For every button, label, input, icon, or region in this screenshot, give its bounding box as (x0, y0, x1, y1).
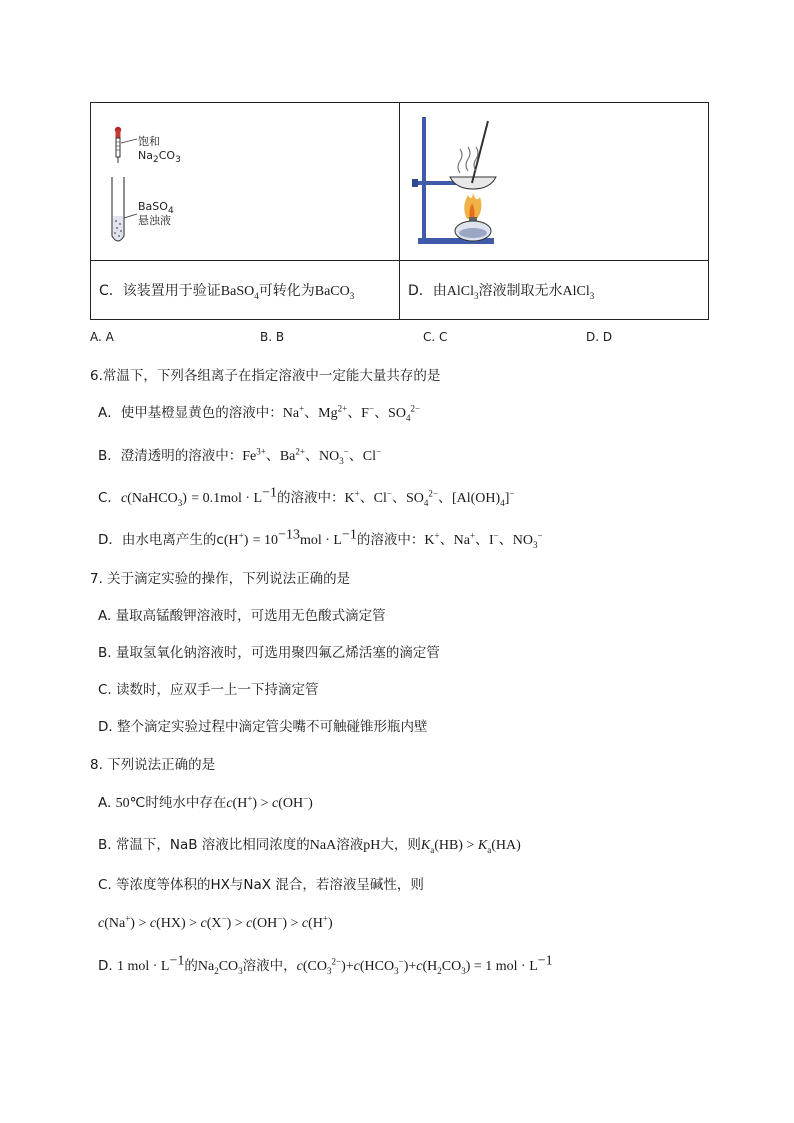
q5-option-d[interactable]: D. D (586, 330, 613, 344)
figure-c-caption: C．该装置用于验证BaSO$_4$可转化为BaCO$_3$ (91, 261, 400, 320)
question-8-stem: 8. 下列说法正确的是 (90, 757, 216, 773)
figure-table (90, 102, 709, 320)
q8-option-d[interactable]: D. 1 mol · $L^{-1}$的$Na_2CO_3$溶液中，$c(CO_3^{2-})+c(HCO_3^-)+c(H_2CO_3) = 1$ mol · $L^{-1}$ (98, 953, 553, 976)
q7-option-a[interactable]: A. 量取高锰酸钾溶液时，可选用无色酸式滴定管 (98, 608, 386, 624)
dropper-label-1: 饱和 (138, 135, 160, 148)
q8-option-a[interactable]: A. 50℃时纯水中存在c(H+) > c(OH−) (98, 793, 313, 811)
figure-d-caption: D．由AlCl$_3$溶液制取无水AlCl$_3$ (400, 261, 709, 320)
q6-option-c[interactable]: C．c(NaHCO$_3$) = $0.1mol \cdot L^{-1}$的溶液中：K+、Cl−、$SO_4^{2-}$、$[Al(OH)_4]^-$ (98, 485, 515, 508)
q8-option-c-formula: c(Na+) > c(HX) > c(X−) > c(OH−) > c(H+) (98, 913, 333, 931)
q8-option-c[interactable]: C. 等浓度等体积的HX与NaX 混合，若溶液呈碱性，则 (98, 877, 424, 893)
q6-option-d[interactable]: D．由水电离产生的$c(H^+) = 10^{-13}mol \cdot L^{-1}$的溶液中：K+、Na+、I−、$NO_3^-$ (98, 527, 543, 550)
q6-option-a[interactable]: A．使甲基橙显黄色的溶液中：Na+、$Mg^{2+}$、F−、$SO_4^{2-}$ (98, 403, 421, 423)
q8-option-b[interactable]: B. 常温下，NaB 溶液比相同浓度的NaA溶液pH大，则$K_a(HB) > K_a(HA)$ (98, 837, 521, 855)
q5-option-c[interactable]: C. C (423, 330, 448, 344)
figure-c-cell (91, 103, 400, 261)
q5-option-b[interactable]: B. B (260, 330, 285, 344)
tube-label-1: BaSO$_4$ (138, 200, 174, 217)
q6-option-b[interactable]: B．澄清透明的溶液中：$Fe^{3+}$、$Ba^{2+}$、$NO_3^-$、Cl− (98, 446, 382, 466)
q7-option-b[interactable]: B. 量取氢氧化钠溶液时，可选用聚四氟乙烯活塞的滴定管 (98, 645, 440, 661)
evaporating-dish-diagram (400, 103, 709, 260)
dropper-label-2: $Na_2CO_3$ (138, 149, 181, 166)
tube-label-2: 悬浊液 (138, 214, 171, 227)
q7-option-d[interactable]: D. 整个滴定实验过程中滴定管尖嘴不可触碰锥形瓶内壁 (98, 719, 428, 735)
question-6-stem: 6.常温下，下列各组离子在指定溶液中一定能大量共存的是 (90, 368, 441, 384)
q5-option-a[interactable]: A. A (90, 330, 114, 344)
q7-option-c[interactable]: C. 读数时，应双手一上一下持滴定管 (98, 682, 319, 698)
figure-d-cell (400, 103, 709, 261)
dropper-test-tube-diagram (91, 103, 400, 260)
question-7-stem: 7. 关于滴定实验的操作，下列说法正确的是 (90, 571, 351, 587)
